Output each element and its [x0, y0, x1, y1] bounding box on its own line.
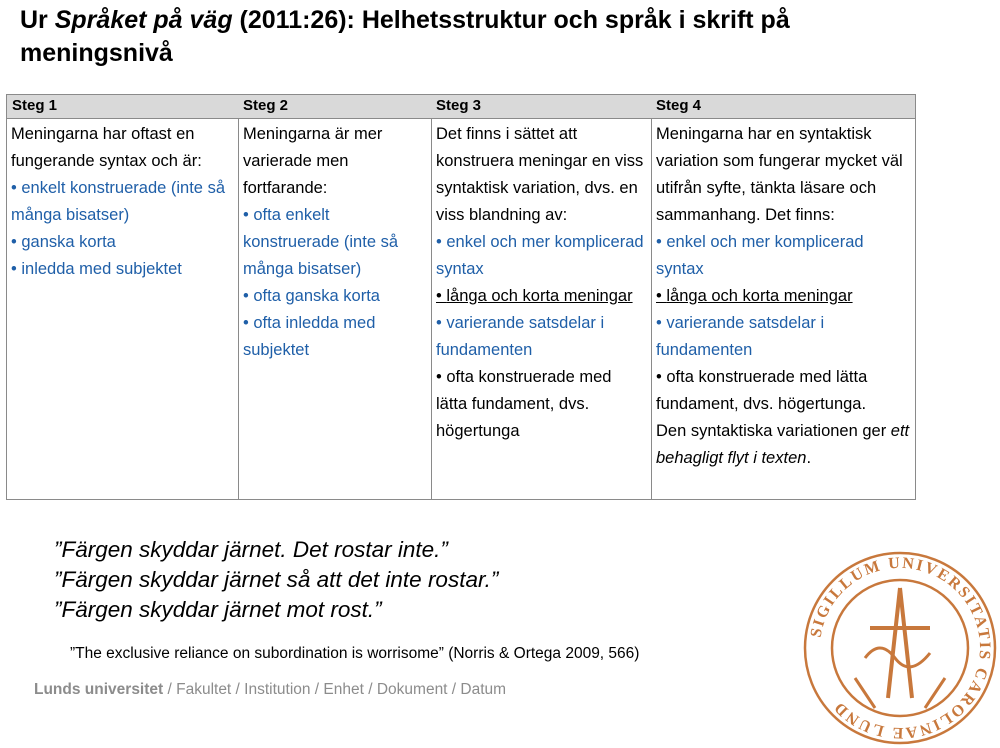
cell-steg-2 — [238, 119, 431, 499]
footer-path: / Fakultet / Institution / Enhet / Dokument / Datum — [163, 681, 507, 698]
bullet-item: • ofta konstruerade med lätta fundament, dvs. högertunga. — [656, 364, 911, 418]
cell-intro: Meningarna har en syntaktisk variation som fungerar mycket väl utifrån syfte, tänkta läsare och sammanhang. Det finns: — [656, 125, 903, 224]
example-sentence-1: ”Färgen skyddar järnet. Det rostar inte.” — [54, 537, 448, 562]
outro-italic: ett behagligt flyt i texten — [656, 422, 910, 467]
example-sentence-3: ”Färgen skyddar järnet mot rost.” — [54, 597, 382, 622]
bullet-item: • långa och korta meningar — [656, 283, 911, 310]
university-seal-logo — [800, 548, 994, 742]
bullet-item: • ofta konstruerade med lätta fundament, dvs. högertunga — [436, 364, 647, 445]
title-suffix: (2011:26): Helhetsstruktur och språk i skrift på meningsnivå — [20, 6, 790, 67]
bullet-item: • enkelt konstruerade (inte så många bisatser) — [11, 175, 234, 229]
footer-university: Lunds universitet — [34, 681, 164, 698]
bullet-item: • ofta enkelt konstruerade (inte så många bisatser) — [243, 202, 427, 283]
bullet-item: • ganska korta — [11, 229, 234, 256]
steps-table — [6, 94, 916, 500]
cell-outro — [656, 418, 911, 472]
bullet-item: • enkel och mer komplicerad syntax — [436, 229, 647, 283]
cell-intro: Det finns i sättet att konstruera meningar en viss syntaktisk variation, dvs. en viss blandning av: — [436, 125, 644, 224]
outro-end: . — [806, 449, 812, 467]
example-sentences — [54, 535, 498, 625]
bullet-item: • varierande satsdelar i fundamenten — [656, 310, 911, 364]
cell-intro: Meningarna är mer varierade men fortfarande: — [243, 125, 383, 197]
header-steg-3: Steg 3 — [436, 97, 482, 114]
bullet-item: • varierande satsdelar i fundamenten — [436, 310, 647, 364]
bullet-item: • enkel och mer komplicerad syntax — [656, 229, 911, 283]
cell-steg-4 — [651, 119, 915, 499]
outro-plain: Den syntaktiska variationen ger — [656, 422, 891, 440]
table-header-row — [7, 95, 915, 119]
seal-icon — [800, 548, 1000, 748]
cell-steg-3 — [431, 119, 651, 499]
citation-quote: ”The exclusive reliance on subordination is worrisome” (Norris & Ortega 2009, 566) — [70, 645, 640, 662]
example-sentence-2: ”Färgen skyddar järnet så att det inte rostar.” — [54, 567, 499, 592]
header-steg-1: Steg 1 — [12, 97, 58, 114]
bullet-item: • ofta inledda med subjektet — [243, 310, 427, 364]
bullet-item: • ofta ganska korta — [243, 283, 427, 310]
footer — [34, 681, 506, 699]
bullet-item: • långa och korta meningar — [436, 283, 647, 310]
title-prefix: Ur — [20, 6, 55, 34]
header-steg-4: Steg 4 — [656, 97, 702, 114]
cell-steg-1 — [7, 119, 238, 499]
slide-title — [20, 4, 940, 70]
header-steg-2: Steg 2 — [243, 97, 289, 114]
title-book-name: Språket på väg — [54, 6, 233, 34]
cell-intro: Meningarna har oftast en fungerande syntax och är: — [11, 125, 202, 170]
svg-text:SIGILLUM UNIVERSITATIS CAROLIN: SIGILLUM UNIVERSITATIS CAROLINAE LUND — [807, 554, 994, 742]
bullet-item: • inledda med subjektet — [11, 256, 234, 283]
table-body-row — [7, 119, 915, 499]
